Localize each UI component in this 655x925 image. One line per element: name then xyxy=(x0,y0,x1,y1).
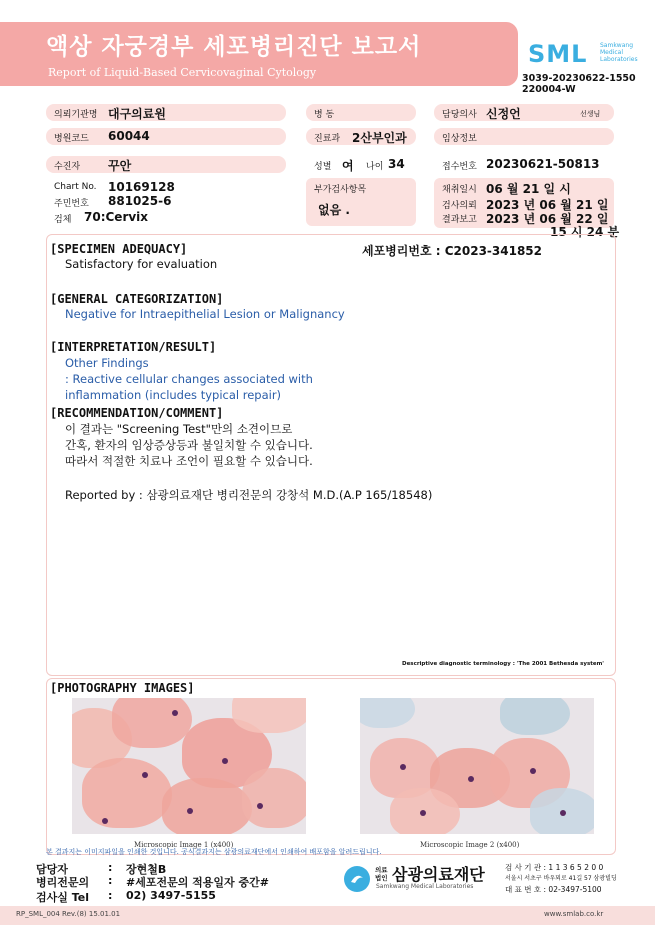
staff-value: 장현철B xyxy=(126,863,167,876)
collect-value: 06 월 21 일 시 xyxy=(486,182,571,196)
pathologist-colon: : xyxy=(108,874,113,887)
staff-colon: : xyxy=(108,861,113,874)
extra-value: 없음 . xyxy=(318,203,350,217)
caption-2: Microscopic Image 2 (x400) xyxy=(420,841,520,849)
print-notice: 본 결과지는 이미지파일을 인쇄한 것입니다. 공식결과지는 삼광의료재단에서 인쇄하여 배포함을 알려드립니다. xyxy=(46,848,382,856)
pathologist-label: 병리전문의 xyxy=(36,876,90,889)
hospital-code-label: 병원코드 xyxy=(54,134,89,144)
recommendation-line-1: 이 결과는 "Screening Test"만의 소견이므로 xyxy=(65,422,293,436)
collect-label: 채취일시 xyxy=(442,185,477,195)
org-name-en: Samkwang Medical Laboratories xyxy=(376,883,474,890)
dept-label: 진료과 xyxy=(314,134,341,144)
sml-logo xyxy=(528,40,650,70)
microscopic-image-1 xyxy=(72,698,306,834)
caption-1: Microscopic Image 1 (x400) xyxy=(134,841,234,849)
staff-label: 담당자 xyxy=(36,863,68,876)
document-code: 3039-20230622-1550 xyxy=(522,73,636,84)
reported-by: Reported by : 삼광의료재단 병리전문의 강창석 M.D.(A.P 165/18548) xyxy=(65,488,433,502)
interpretation-line-1: Other Findings xyxy=(65,356,149,370)
document-code-2: 220004-W xyxy=(522,84,576,95)
logo-text: SML xyxy=(528,40,588,68)
foundation-logo-icon xyxy=(344,866,370,892)
website: www.smlab.co.kr xyxy=(544,910,604,918)
hospital-code-value: 60044 xyxy=(108,129,150,143)
logo-subtitle: Samkwang Medical Laboratories xyxy=(600,42,638,63)
pathologist-value: #세포전문의 적용일자 중간# xyxy=(126,876,269,889)
chart-value: 10169128 xyxy=(108,180,175,194)
ward-label: 병 동 xyxy=(314,110,335,120)
tel-value: 02) 3497-5155 xyxy=(126,889,216,902)
photo-title: [PHOTOGRAPHY IMAGES] xyxy=(50,681,195,695)
age-label: 나이 xyxy=(366,162,384,172)
doctor-label: 담당의사 xyxy=(442,110,477,120)
receipt-value: 20230621-50813 xyxy=(486,157,600,171)
recipient-label: 수진자 xyxy=(54,162,81,172)
org-name: 삼광의료재단 xyxy=(392,865,485,884)
form-code: RP_SML_004 Rev.(8) 15.01.01 xyxy=(16,910,121,918)
doctor-value: 신정언 xyxy=(486,107,521,121)
interpretation-title: [INTERPRETATION/RESULT] xyxy=(50,340,217,354)
lab-reg-no: 검 사 기 관 : 1 1 3 6 5 2 0 0 xyxy=(505,863,604,872)
rrn-label: 주민번호 xyxy=(54,199,89,209)
general-title: [GENERAL CATEGORIZATION] xyxy=(50,292,224,306)
receipt-label: 접수번호 xyxy=(442,162,477,172)
extra-label: 부가검사항목 xyxy=(314,185,367,195)
org-prefix: 의료 법인 xyxy=(375,866,388,882)
report-subtitle: Report of Liquid-Based Cervicovaginal Cytology xyxy=(48,66,317,79)
rep-tel: 대 표 번 호 : 02-3497-5100 xyxy=(505,885,602,894)
cyto-number: 세포병리번호 : C2023-341852 xyxy=(362,244,543,258)
general-text: Negative for Intraepithelial Lesion or Malignancy xyxy=(65,307,345,321)
terminology-note: Descriptive diagnostic terminology : 'The 2001 Bethesda system' xyxy=(402,661,604,667)
recommendation-line-3: 따라서 적절한 치료나 조언이 필요할 수 있습니다. xyxy=(65,454,313,468)
chart-label: Chart No. xyxy=(54,182,97,192)
age-value: 34 xyxy=(388,157,405,171)
adequacy-text: Satisfactory for evaluation xyxy=(65,257,218,271)
report-time-value: 15 시 24 분 xyxy=(550,225,620,239)
report-date-value: 2023 년 06 월 22 일 xyxy=(486,212,609,226)
test-label: 검체 xyxy=(54,215,72,225)
test-value: 70:Cervix xyxy=(84,210,149,224)
doctor-suffix: 선생님 xyxy=(580,110,601,118)
tel-colon: : xyxy=(108,889,113,902)
recommendation-title: [RECOMMENDATION/COMMENT] xyxy=(50,406,224,420)
report-date-label: 결과보고 xyxy=(442,215,477,225)
recipient-row xyxy=(46,156,286,173)
clinical-label: 임상정보 xyxy=(442,134,477,144)
request-label: 검사의뢰 xyxy=(442,201,477,211)
sex-label: 성별 xyxy=(314,162,332,172)
sex-value: 여 xyxy=(342,159,354,173)
report-title: 액상 자궁경부 세포병리진단 보고서 xyxy=(46,34,422,60)
institution-value: 대구의료원 xyxy=(108,107,166,121)
recommendation-line-2: 간혹, 환자의 임상증상등과 불일치할 수 있습니다. xyxy=(65,438,313,452)
interpretation-line-2: : Reactive cellular changes associated with xyxy=(65,372,313,386)
dept-value: 2산부인과 xyxy=(352,131,407,145)
interpretation-line-3: inflammation (includes typical repair) xyxy=(65,388,282,402)
tel-label: 검사실 Tel xyxy=(36,891,89,904)
institution-label: 의뢰기관명 xyxy=(54,110,98,120)
rrn-value: 881025-6 xyxy=(108,194,172,208)
lab-address: 서울시 서초구 바우뫼로 41길 57 삼광빌딩 xyxy=(505,875,617,882)
adequacy-title: [SPECIMEN ADEQUACY] xyxy=(50,242,188,256)
recipient-value: 꾸안 xyxy=(108,159,132,173)
microscopic-image-2 xyxy=(360,698,594,834)
request-value: 2023 년 06 월 21 일 xyxy=(486,198,609,212)
